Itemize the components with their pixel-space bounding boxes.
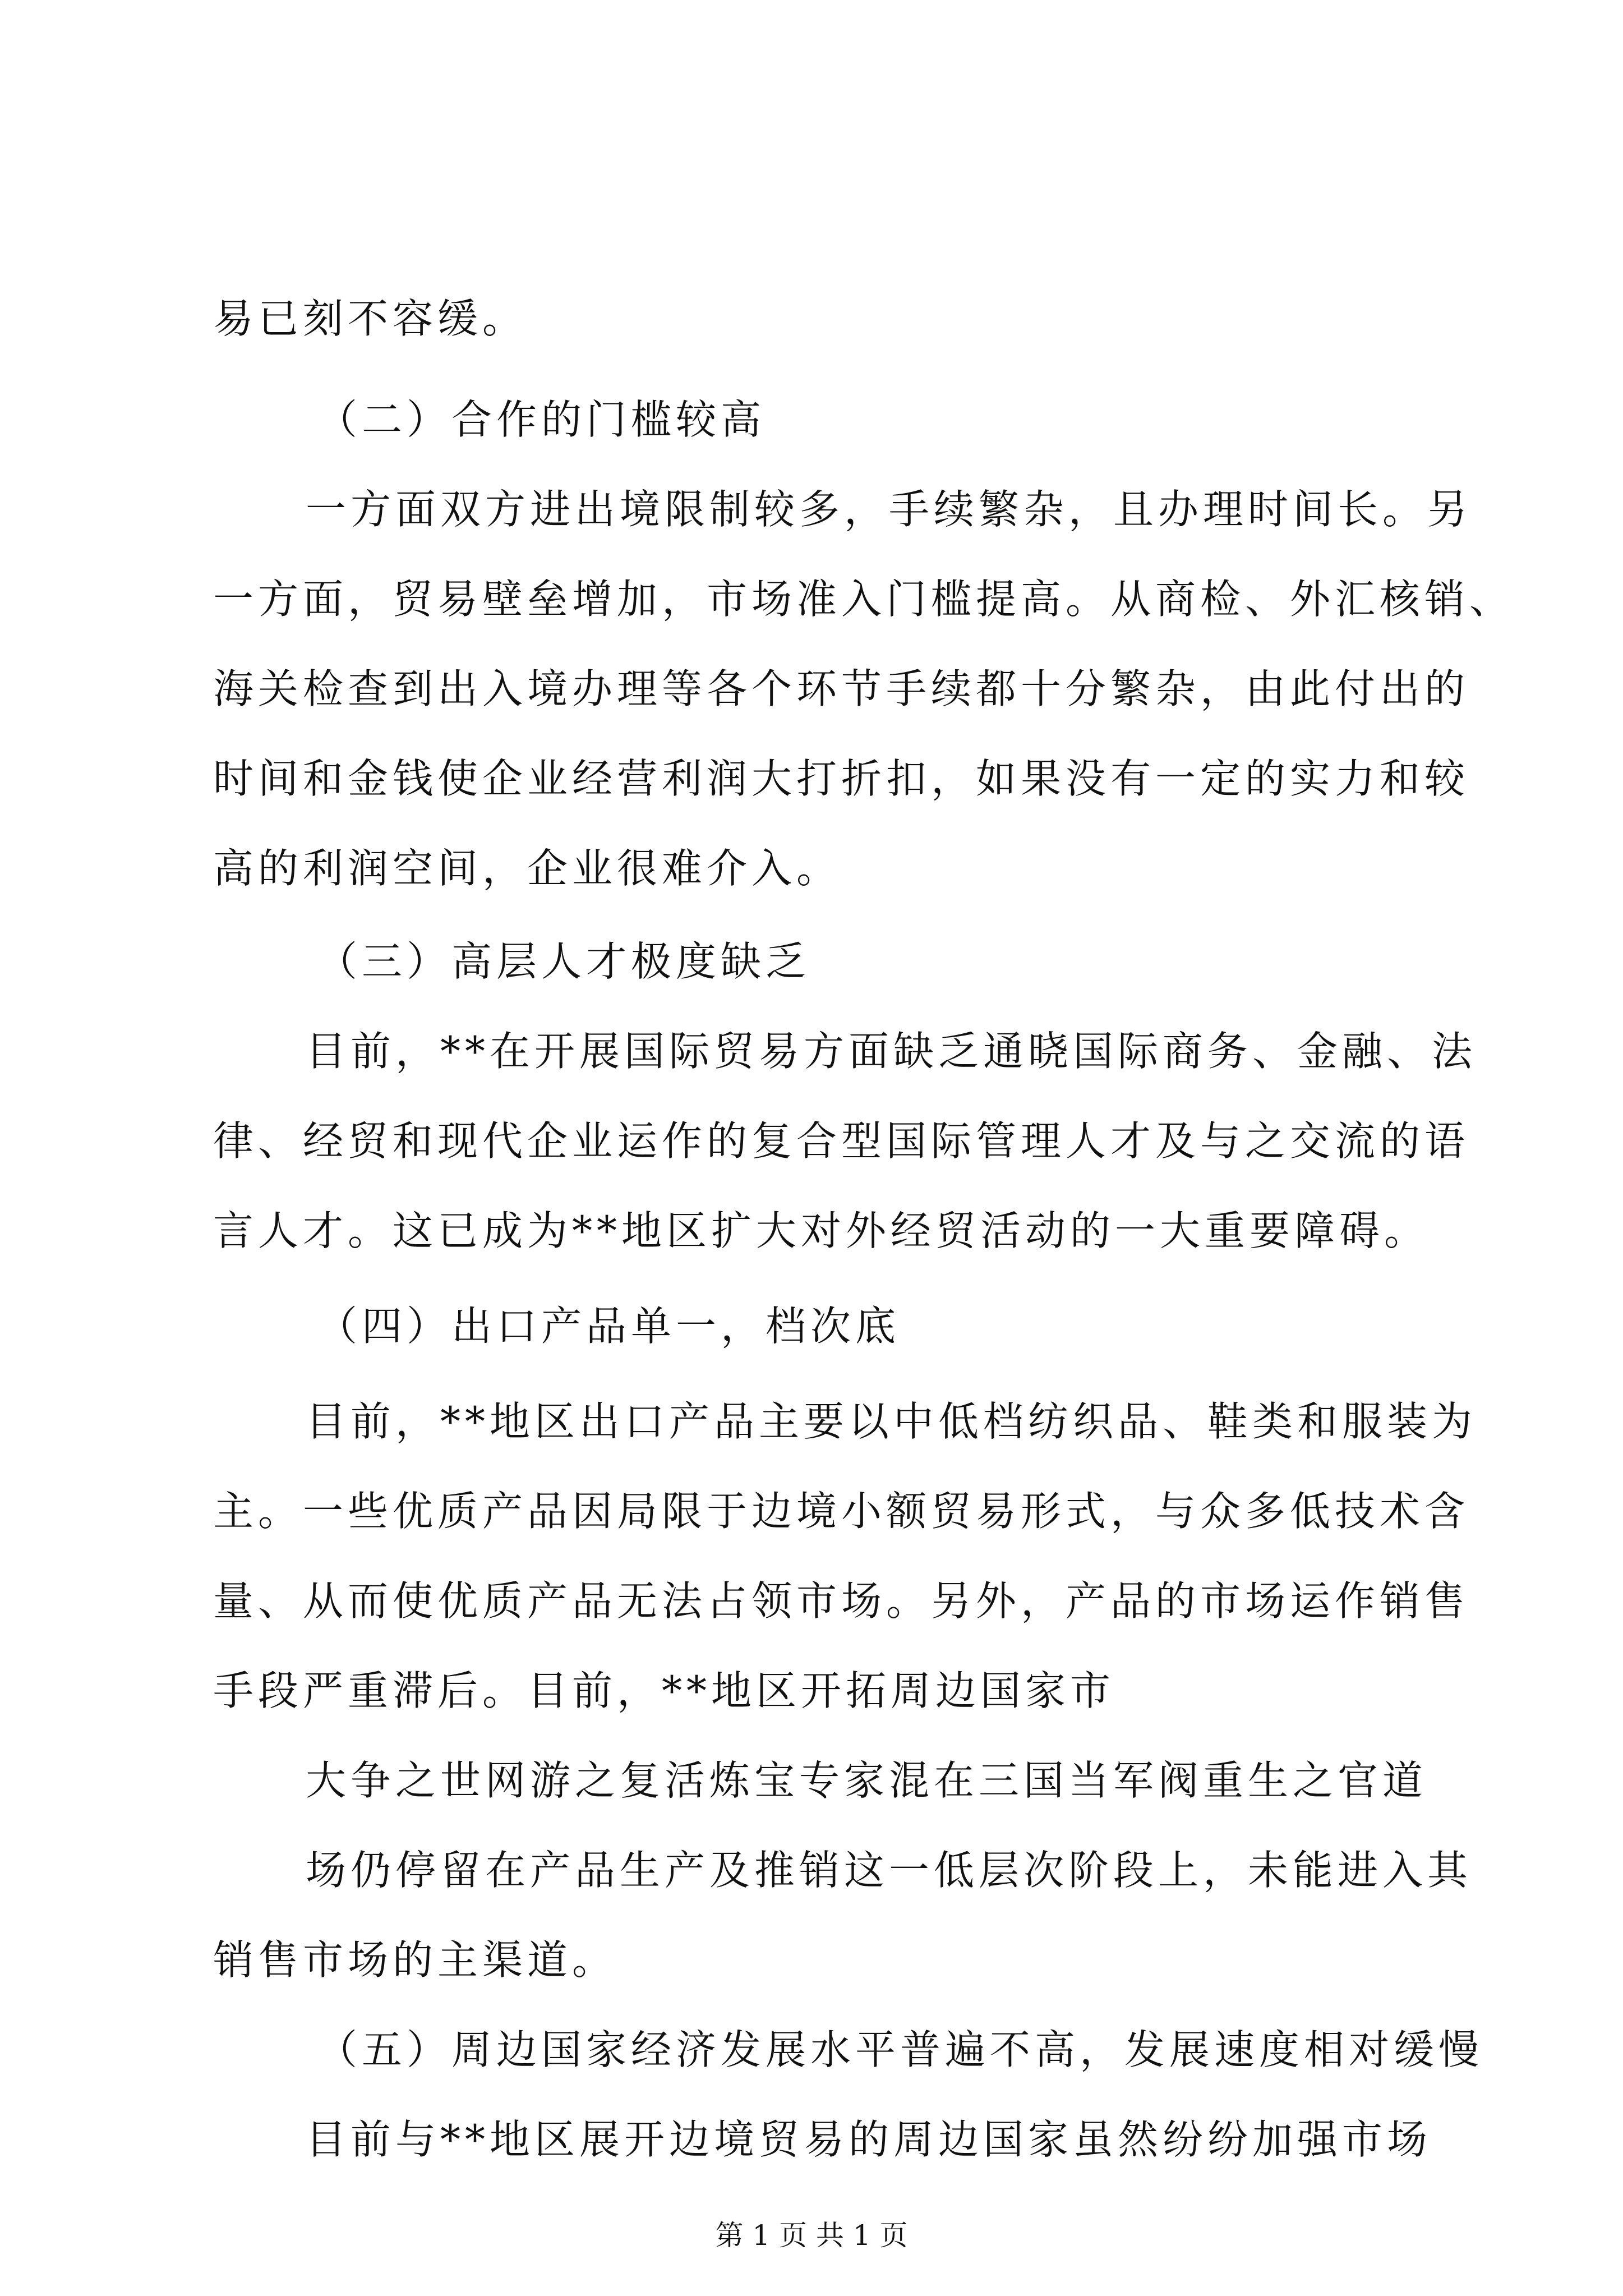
page-footer: 第 1 页 共 1 页 [715, 2219, 908, 2252]
section-heading: （二）合作的门槛较高 [317, 396, 766, 443]
text-line: 目前，**在开展国际贸易方面缺乏通晓国际商务、金融、法 [306, 1028, 1477, 1075]
text-line: 海关检查到出入境办理等各个环节手续都十分繁杂，由此付出的 [213, 665, 1470, 712]
text-line: 高的利润空间，企业很难介入。 [213, 845, 842, 892]
text-line: 手段严重滞后。目前，**地区开拓周边国家市 [213, 1667, 1115, 1714]
text-line: 销售市场的主渠道。 [213, 1936, 617, 1984]
section-heading: （四）出口产品单一，档次底 [317, 1303, 901, 1350]
text-line: 律、经贸和现代企业运作的复合型国际管理人才及与之交流的语 [213, 1117, 1470, 1165]
text-line: 时间和金钱使企业经营利润大打折扣，如果没有一定的实力和较 [213, 755, 1470, 802]
section-heading: （五）周边国家经济发展水平普遍不高，发展速度相对缓慢 [317, 2026, 1484, 2073]
text-line: 言人才。这已成为**地区扩大对外经贸活动的一大重要障碍。 [213, 1207, 1430, 1254]
text-line: 量、从而使优质产品无法占领市场。另外，产品的市场运作销售 [213, 1577, 1470, 1625]
text-line: 易已刻不容缓。 [213, 295, 528, 342]
text-line: 一方面双方进出境限制较多，手续繁杂，且办理时间长。另 [306, 486, 1473, 533]
text-line: 一方面，贸易壁垒增加，市场准入门槛提高。从商检、外汇核销、 [213, 576, 1515, 623]
section-heading: （三）高层人才极度缺乏 [317, 938, 811, 985]
text-line: 场仍停留在产品生产及推销这一低层次阶段上，未能进入其 [306, 1847, 1473, 1894]
text-line: 大争之世网游之复活炼宝专家混在三国当军阀重生之官道 [306, 1757, 1428, 1804]
text-line: 目前与**地区展开边境贸易的周边国家虽然纷纷加强市场 [306, 2116, 1432, 2163]
text-line: 目前，**地区出口产品主要以中低档纺织品、鞋类和服装为 [306, 1398, 1477, 1445]
text-line: 主。一些优质产品因局限于边境小额贸易形式，与众多低技术含 [213, 1488, 1470, 1535]
